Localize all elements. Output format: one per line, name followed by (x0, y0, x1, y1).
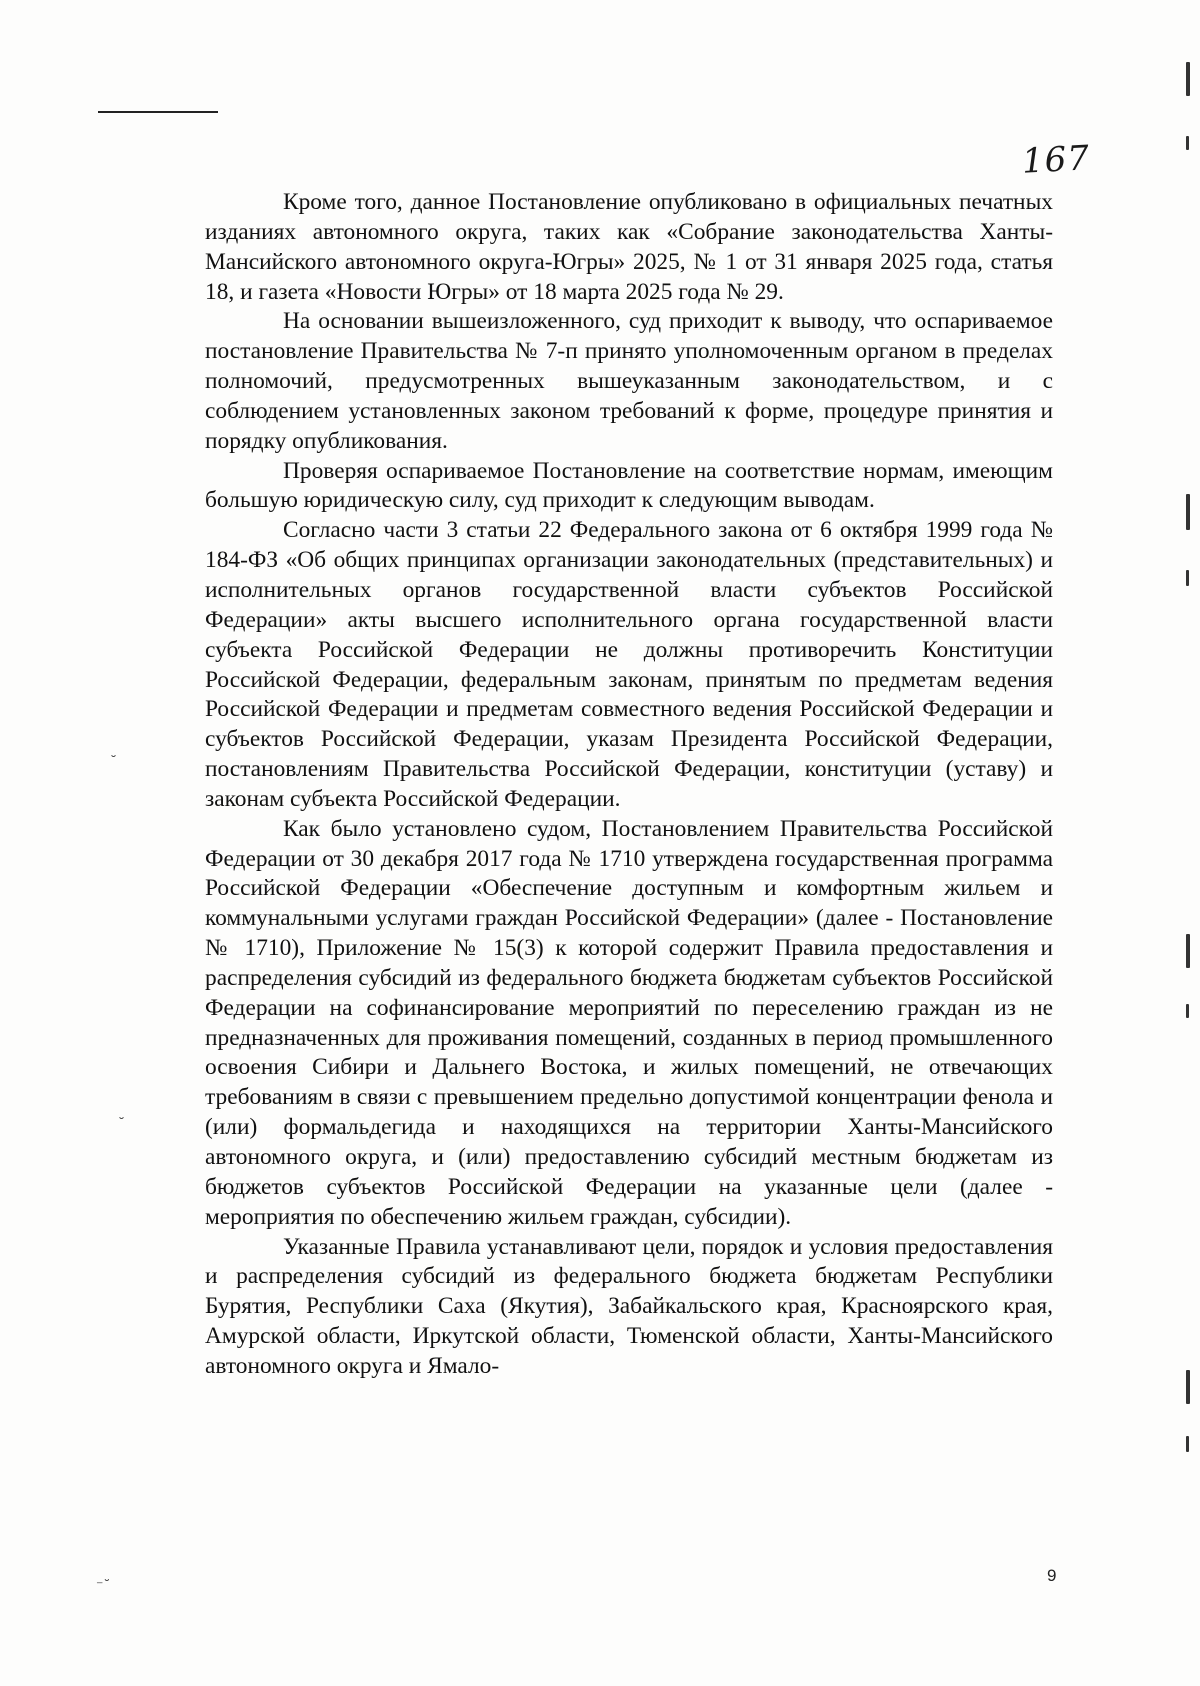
scan-speck: ⁻˘ (96, 1578, 111, 1594)
scan-edge-mark (1186, 1436, 1189, 1452)
scan-edge-mark (1186, 136, 1189, 150)
scan-edge-mark (1186, 1004, 1189, 1018)
handwritten-page-mark: 167 (1020, 138, 1091, 182)
scan-edge-mark (1186, 62, 1190, 96)
paragraph-conclusion-competence: На основании вышеизложенного, суд приходит к выводу, что оспариваемое постановление Правительства № 7-п принято уполномоченным органом в пределах полномочий, предусмотренных вышеуказанным законодательством, и с соблюдением установленных законом требований к форме, процедуре принятия и порядку опубликования. (205, 308, 1053, 454)
paragraph-rules: Указанные Правила устанавливают цели, порядок и условия предоставления и распределения субсидий из федерального бюджета бюджетам Республики Бурятия, Республики Саха (Якутия), Забайкальского края, Красноярского края, Амурской области, Иркутской области, Тюменской области, Ханты-Мансийского автономного округа и Ямало- (205, 1233, 1053, 1379)
scan-edge-mark (1186, 494, 1190, 530)
scan-edge-mark (1186, 1370, 1190, 1404)
paragraph-resolution-1710: Как было установлено судом, Постановлением Правительства Российской Федерации от 30 декабря 2017 года № 1710 утверждена государственная программа Российской Федерации «Обеспечение доступным и комфортным жильем и коммунальными услугами граждан Российской Федерации» (далее - Постановление № 1710), Приложение № 15(3) к которой содержит Правила предоставления и распределения субсидий из федерального бюджета бюджетам субъектов Российской Федерации на софинансирование мероприятий по переселению граждан из не предназначенных для проживания помещений, созданных в период промышленного освоения Сибири и Дальнего Востока, и жилых помещений, не отвечающих требованиям в связи с превышением предельно допустимой концентрации фенола и (или) формальдегида и находящихся на территории Ханты-Мансийского автономного округа, и (или) предоставлению субсидий местным бюджетам из бюджетов субъектов Российской Федерации на указанные цели (далее - мероприятия по обеспечению жильем граждан, субсидии). (205, 815, 1053, 1230)
scan-speck: ˘ (110, 754, 117, 770)
paragraph-publication: Кроме того, данное Постановление опубликовано в официальных печатных изданиях автономного округа, таких как «Собрание законодательства Ханты-Мансийского автономного округа-Югры» 2025, № 1 от 31 января 2025 года, статья 18, и газета «Новости Югры» от 18 марта 2025 года № 29. (205, 189, 1053, 305)
top-rule (98, 111, 218, 113)
scan-edge-mark (1186, 934, 1190, 968)
scan-edge-mark (1186, 570, 1189, 586)
scan-speck: ˘ (118, 1116, 125, 1132)
document-body (205, 188, 1053, 1382)
paragraph-federal-law-184: Согласно части 3 статьи 22 Федерального закона от 6 октября 1999 года № 184-ФЗ «Об общих принципах организации законодательных (представительных) и исполнительных органов государственной власти субъектов Российской Федерации» акты высшего исполнительного органа государственной власти субъекта Российской Федерации не должны противоречить Конституции Российской Федерации, федеральным законам, принятым по предметам ведения Российской Федерации и предметам совместного ведения Российской Федерации и субъектов Российской Федерации, указам Президента Российской Федерации, постановлениям Правительства Российской Федерации, конституции (уставу) и законам субъекта Российской Федерации. (205, 517, 1053, 812)
page-number: 9 (1047, 1566, 1057, 1585)
paragraph-verification: Проверяя оспариваемое Постановление на соответствие нормам, имеющим большую юридическую силу, суд приходит к следующим выводам. (205, 457, 1053, 514)
